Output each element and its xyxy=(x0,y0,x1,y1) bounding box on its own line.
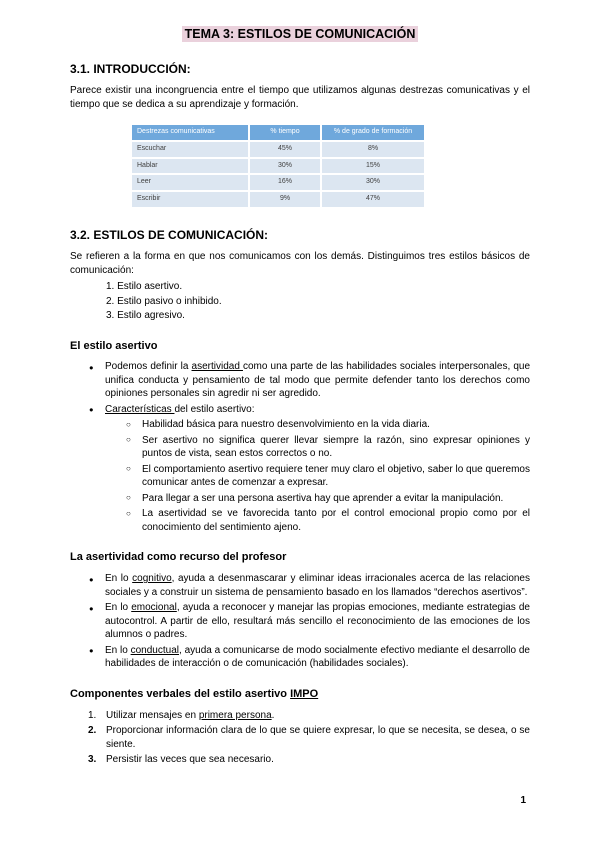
styles-paragraph: Se refieren a la forma en que nos comunicamos con los demás. Distinguimos tres estilos básicos de comunicación: xyxy=(70,251,530,276)
bullet-item: ● Características del estilo asertivo: xyxy=(88,403,530,417)
table-header-cell: Destrezas comunicativas xyxy=(131,124,249,141)
intro-paragraph: Parece existir una incongruencia entre el tiempo que utilizamos algunas destrezas comunicativas y el tiempo que se dedica a su aprendizaje y formación. xyxy=(70,85,530,110)
table-cell: Hablar xyxy=(131,158,249,175)
table-header-cell: % de grado de formación xyxy=(321,124,425,141)
table-cell: 15% xyxy=(321,158,425,175)
table-row xyxy=(131,141,425,158)
bullet-item: ● Podemos definir la asertividad como una parte de las habilidades sociales interpersonales, que unifica conducta y pensamiento de tal modo que permite defender tanto los derechos como opiniones personales sin agredir ni ser agredido. xyxy=(88,360,530,401)
sub-bullet-item: ○ Habilidad básica para nuestro desenvolvimiento en la vida diaria. xyxy=(125,418,530,432)
subheading-recurso-profesor: La asertividad como recurso del profesor xyxy=(70,551,287,564)
table-cell: 30% xyxy=(249,158,321,175)
sub-bullet-item: ○ La asertividad se ve favorecida tanto por el control emocional propio como por el conocimiento del sentimiento ajeno. xyxy=(125,507,530,534)
bullet-item: ● En lo emocional, ayuda a reconocer y manejar las propias emociones, mediante estrategias de autocontrol. A partir de ello, resultará más sencillo el reconocimiento de las emociones de los alumnos o padres. xyxy=(88,601,530,642)
section-heading-introduccion: 3.1. INTRODUCCIÓN: xyxy=(70,61,191,76)
sub-bullet-item: ○ El comportamiento asertivo requiere tener muy claro el objetivo, saber lo que queremos comunicar antes de comenzar a expresar. xyxy=(125,463,530,490)
item-text: Persistir las veces que sea necesario. xyxy=(106,754,274,766)
bullet-item: ● En lo conductual, ayuda a comunicarse de modo socialmente efectivo mediante el desarrollo de habilidades de interacción o de comunicación (habilidades sociales). xyxy=(88,644,530,671)
table-cell: 16% xyxy=(249,174,321,191)
subheading-componentes-verbales: Componentes verbales del estilo asertivo IMPO xyxy=(70,687,319,700)
list-item: 3. Estilo agresivo. xyxy=(106,310,185,321)
numbered-item xyxy=(88,753,530,767)
numbered-item xyxy=(88,724,530,751)
table-header-row xyxy=(131,124,425,141)
page-title-text: TEMA 3: ESTILOS DE COMUNICACIÓN xyxy=(182,26,419,42)
page-number: 1 xyxy=(520,795,526,806)
item-text: Utilizar mensajes en primera persona. xyxy=(106,709,275,721)
list-item: 1. Estilo asertivo. xyxy=(106,281,183,292)
table-cell: Escuchar xyxy=(131,141,249,158)
skills-table xyxy=(130,123,426,209)
item-number: 1. xyxy=(88,709,97,721)
item-text: Proporcionar información clara de lo que se quiere expresar, lo que se necesita, se desea, o se siente. xyxy=(106,725,530,750)
bullet-item: ● En lo cognitivo, ayuda a desenmascarar y eliminar ideas irracionales acerca de las relaciones sociales y a construir un sistema de pensamiento basado en los llamados “derechos asertivos”. xyxy=(88,572,530,599)
verbal-components-list xyxy=(88,709,530,767)
item-number: 2. xyxy=(88,725,97,737)
sub-bullet-item: ○ Ser asertivo no significa querer llevar siempre la razón, sino expresar opiniones y puntos de vista, sean estos correctos o no. xyxy=(125,434,530,461)
section-heading-estilos: 3.2. ESTILOS DE COMUNICACIÓN: xyxy=(70,227,269,242)
item-number: 3. xyxy=(88,754,97,766)
sub-bullet-item: ○ Para llegar a ser una persona asertiva hay que aprender a evitar la manipulación. xyxy=(125,492,530,506)
page-title xyxy=(70,26,530,43)
communication-styles-list xyxy=(106,280,530,323)
table-row xyxy=(131,174,425,191)
table-row xyxy=(131,158,425,175)
table-cell: 45% xyxy=(249,141,321,158)
table-cell: 9% xyxy=(249,191,321,208)
numbered-item xyxy=(88,709,530,723)
table-header-cell: % tiempo xyxy=(249,124,321,141)
table-cell: 30% xyxy=(321,174,425,191)
table-cell: 47% xyxy=(321,191,425,208)
list-item: 2. Estilo pasivo o inhibido. xyxy=(106,295,222,307)
table-cell: Escribir xyxy=(131,191,249,208)
subheading-estilo-asertivo: El estilo asertivo xyxy=(70,339,158,352)
table-row xyxy=(131,191,425,208)
table-cell: Leer xyxy=(131,174,249,191)
table-cell: 8% xyxy=(321,141,425,158)
